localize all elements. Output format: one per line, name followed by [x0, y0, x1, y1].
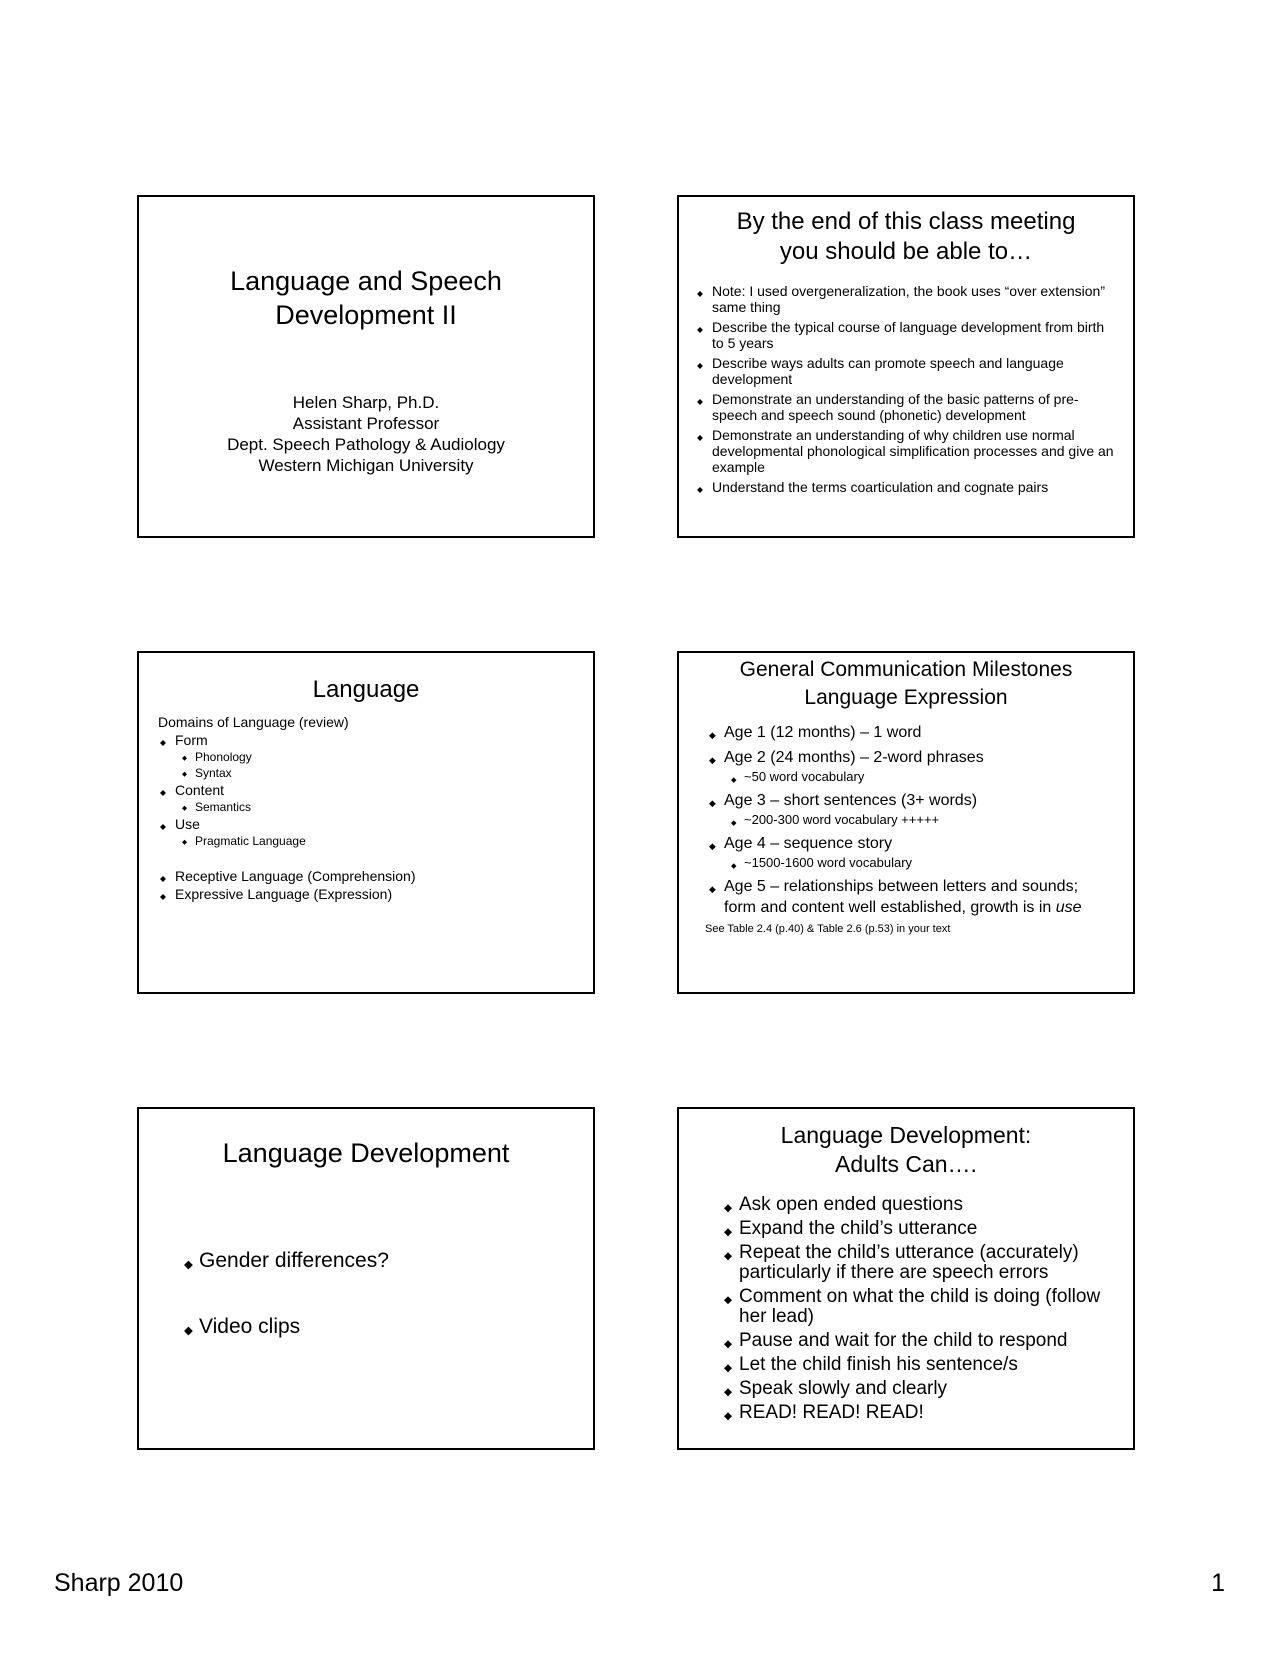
- list-item: [724, 747, 1113, 786]
- list-item: ◆ READ! READ! READ!: [739, 1403, 1113, 1423]
- domains-list: [175, 731, 593, 903]
- author-position: Assistant Professor: [292, 414, 440, 433]
- list-item: ◆ Gender differences?: [199, 1248, 593, 1274]
- list-item: ◆ Pause and wait for the child to respond: [739, 1331, 1113, 1351]
- list-item: ◆ Understand the terms coarticulation and cognate pairs: [712, 479, 1115, 495]
- slide-milestones: [677, 651, 1135, 994]
- slide-adults-can: [677, 1107, 1135, 1450]
- list-item: ◆ Describe the typical course of language development from birth to 5 years: [712, 319, 1115, 351]
- spacer: [175, 849, 593, 867]
- slide-language: [137, 651, 595, 994]
- content-label: Content: [175, 782, 225, 798]
- list-item: ◆ ~200-300 word vocabulary +++++: [744, 811, 1113, 829]
- milestones-heading: [679, 656, 1133, 712]
- title-line-2: Language Expression: [804, 686, 1008, 709]
- list-item: ◆ Semantics: [195, 799, 593, 815]
- age-2-sublist: [744, 768, 1113, 786]
- age-4-text: Age 4 – sequence story: [724, 835, 893, 852]
- title-line-1: Language and Speech: [230, 266, 502, 296]
- language-development-heading: Language Development: [222, 1138, 510, 1168]
- title-line-1: Language Development:: [780, 1122, 1032, 1148]
- age-2-text: Age 2 (24 months) – 2-word phrases: [724, 749, 984, 766]
- age-5-emphasis: use: [1055, 899, 1082, 916]
- author-department: Dept. Speech Pathology & Audiology: [227, 435, 505, 454]
- age-5-text: Age 5 – relationships between letters and sounds; form and content well established, growth is in: [724, 878, 1079, 916]
- list-item: ◆ Ask open ended questions: [739, 1195, 1113, 1215]
- list-item: [724, 790, 1113, 829]
- title-line-2: Adults Can….: [835, 1151, 977, 1177]
- list-item: ◆ Speak slowly and clearly: [739, 1379, 1113, 1399]
- author-university: Western Michigan University: [258, 456, 474, 475]
- list-item: [175, 815, 593, 849]
- list-item: ◆ Pragmatic Language: [195, 833, 593, 849]
- age-4-sublist: [744, 854, 1113, 872]
- page-number: 1: [1211, 1569, 1225, 1597]
- author-name: Helen Sharp, Ph.D.: [292, 393, 440, 412]
- list-item: [175, 731, 593, 781]
- footer-author-year: Sharp 2010: [54, 1569, 184, 1597]
- title-line-1: General Communication Milestones: [739, 658, 1073, 681]
- list-item: [724, 876, 1113, 918]
- list-item: ◆ ~1500-1600 word vocabulary: [744, 854, 1113, 872]
- list-item: ◆ Demonstrate an understanding of the basic patterns of pre-speech and speech sound (phonetic) development: [712, 391, 1115, 423]
- title-line-2: you should be able to…: [779, 238, 1033, 265]
- slide-title-heading: [139, 264, 593, 332]
- language-heading: Language: [312, 676, 420, 703]
- list-item: ◆ Demonstrate an understanding of why children use normal developmental phonological simplification processes and give an example: [712, 427, 1115, 475]
- slide-objectives: [677, 195, 1135, 538]
- list-item: ◆ Phonology: [195, 749, 593, 765]
- form-label: Form: [175, 732, 208, 748]
- list-item: ◆ Describe ways adults can promote speech and language development: [712, 355, 1115, 387]
- title-line-2: Development II: [275, 300, 457, 330]
- objectives-list: [712, 283, 1115, 495]
- domains-label: Domains of Language (review): [158, 714, 349, 730]
- list-item: ◆ Video clips: [199, 1314, 593, 1340]
- objectives-heading: [679, 207, 1133, 267]
- age-3-text: Age 3 – short sentences (3+ words): [724, 792, 978, 809]
- adults-can-heading: [679, 1121, 1133, 1179]
- list-item: ◆ Receptive Language (Comprehension): [175, 867, 593, 885]
- list-item: [175, 781, 593, 815]
- list-item: ◆ Age 1 (12 months) – 1 word: [724, 722, 1113, 743]
- list-item: ◆ Let the child finish his sentence/s: [739, 1355, 1113, 1375]
- use-label: Use: [175, 816, 200, 832]
- list-item: ◆ Expressive Language (Expression): [175, 885, 593, 903]
- table-reference-note: See Table 2.4 (p.40) & Table 2.6 (p.53) in your text: [705, 923, 951, 935]
- list-item: ◆ Repeat the child’s utterance (accurately) particularly if there are speech errors: [739, 1243, 1113, 1283]
- list-item: ◆ Comment on what the child is doing (follow her lead): [739, 1287, 1113, 1327]
- list-item: ◆ Syntax: [195, 765, 593, 781]
- slide-title: [137, 195, 595, 538]
- adults-can-list: [739, 1195, 1113, 1423]
- content-sublist: [195, 799, 593, 815]
- form-sublist: [195, 749, 593, 781]
- discussion-list: [199, 1248, 593, 1340]
- slide-language-development: [137, 1107, 595, 1450]
- author-block: [139, 392, 593, 476]
- title-line-1: By the end of this class meeting: [736, 208, 1076, 235]
- milestones-list: [724, 722, 1113, 918]
- age-3-sublist: [744, 811, 1113, 829]
- list-item: [724, 833, 1113, 872]
- use-sublist: [195, 833, 593, 849]
- list-item: ◆ ~50 word vocabulary: [744, 768, 1113, 786]
- list-item: ◆ Expand the child’s utterance: [739, 1219, 1113, 1239]
- list-item: ◆ Note: I used overgeneralization, the book uses “over extension” same thing: [712, 283, 1115, 315]
